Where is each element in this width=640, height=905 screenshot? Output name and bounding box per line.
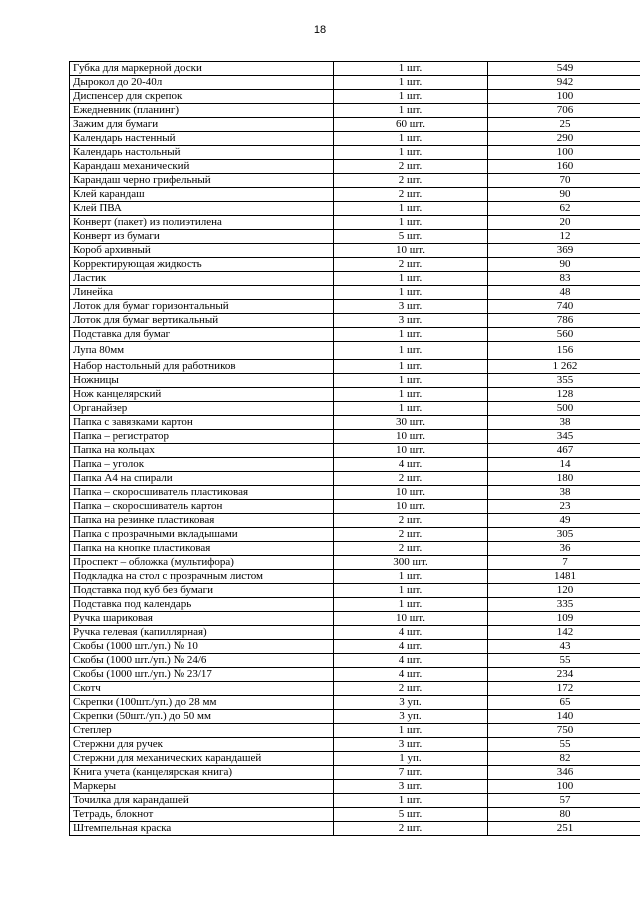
table-row (70, 766, 640, 780)
table-row (70, 202, 640, 216)
quantity-cell: 4 шт. (334, 458, 488, 472)
item-name-cell: Скобы (1000 шт./уп.) № 10 (70, 640, 334, 654)
item-name-cell: Губка для маркерной доски (70, 62, 334, 76)
quantity-cell: 5 шт. (334, 808, 488, 822)
item-name-cell: Конверт (пакет) из полиэтилена (70, 216, 334, 230)
price-cell: 706 (488, 104, 640, 118)
price-cell: 14 (488, 458, 640, 472)
table-row (70, 188, 640, 202)
quantity-cell: 3 уп. (334, 710, 488, 724)
item-name-cell: Подставка для бумаг (70, 328, 334, 342)
price-cell: 82 (488, 752, 640, 766)
quantity-cell: 2 шт. (334, 472, 488, 486)
item-name-cell: Нож канцелярский (70, 388, 334, 402)
quantity-cell: 4 шт. (334, 668, 488, 682)
quantity-cell: 1 шт. (334, 132, 488, 146)
price-cell: 38 (488, 486, 640, 500)
table-row (70, 794, 640, 808)
price-cell: 12 (488, 230, 640, 244)
table-row (70, 430, 640, 444)
quantity-cell: 1 шт. (334, 402, 488, 416)
table-row (70, 230, 640, 244)
item-name-cell: Папка на кнопке пластиковая (70, 542, 334, 556)
quantity-cell: 2 шт. (334, 528, 488, 542)
quantity-cell: 1 шт. (334, 374, 488, 388)
quantity-cell: 3 шт. (334, 314, 488, 328)
price-cell: 100 (488, 90, 640, 104)
price-cell: 100 (488, 780, 640, 794)
price-cell: 62 (488, 202, 640, 216)
price-cell: 786 (488, 314, 640, 328)
quantity-cell: 1 шт. (334, 286, 488, 300)
quantity-cell: 1 шт. (334, 202, 488, 216)
table-row (70, 542, 640, 556)
table-row (70, 682, 640, 696)
item-name-cell: Проспект – обложка (мультифора) (70, 556, 334, 570)
price-cell: 57 (488, 794, 640, 808)
quantity-cell: 1 шт. (334, 90, 488, 104)
item-name-cell: Папка А4 на спирали (70, 472, 334, 486)
price-cell: 750 (488, 724, 640, 738)
table-row (70, 300, 640, 314)
quantity-cell: 3 шт. (334, 780, 488, 794)
quantity-cell: 1 шт. (334, 146, 488, 160)
table-row (70, 514, 640, 528)
quantity-cell: 2 шт. (334, 514, 488, 528)
quantity-cell: 1 шт. (334, 598, 488, 612)
item-name-cell: Линейка (70, 286, 334, 300)
item-name-cell: Ручка гелевая (капиллярная) (70, 626, 334, 640)
quantity-cell: 30 шт. (334, 416, 488, 430)
item-name-cell: Ежедневник (планинг) (70, 104, 334, 118)
item-name-cell: Маркеры (70, 780, 334, 794)
table-row (70, 216, 640, 230)
quantity-cell: 1 шт. (334, 360, 488, 374)
price-cell: 55 (488, 738, 640, 752)
table-row (70, 328, 640, 342)
price-cell: 500 (488, 402, 640, 416)
price-cell: 140 (488, 710, 640, 724)
quantity-cell: 10 шт. (334, 486, 488, 500)
item-name-cell: Органайзер (70, 402, 334, 416)
item-name-cell: Скрепки (50шт./уп.) до 50 мм (70, 710, 334, 724)
table-row (70, 458, 640, 472)
table-row (70, 640, 640, 654)
table-row (70, 360, 640, 374)
quantity-cell: 1 шт. (334, 388, 488, 402)
item-name-cell: Календарь настольный (70, 146, 334, 160)
item-name-cell: Лоток для бумаг горизонтальный (70, 300, 334, 314)
item-name-cell: Штемпельная краска (70, 822, 334, 836)
price-cell: 740 (488, 300, 640, 314)
table-row (70, 626, 640, 640)
quantity-cell: 7 шт. (334, 766, 488, 780)
quantity-cell: 2 шт. (334, 160, 488, 174)
item-name-cell: Ножницы (70, 374, 334, 388)
price-cell: 100 (488, 146, 640, 160)
supplies-table-body (70, 62, 640, 836)
table-row (70, 146, 640, 160)
item-name-cell: Короб архивный (70, 244, 334, 258)
item-name-cell: Точилка для карандашей (70, 794, 334, 808)
item-name-cell: Папка – скоросшиватель пластиковая (70, 486, 334, 500)
table-row (70, 738, 640, 752)
table-row (70, 342, 640, 360)
quantity-cell: 2 шт. (334, 542, 488, 556)
item-name-cell: Дырокол до 20-40л (70, 76, 334, 90)
table-row (70, 822, 640, 836)
table-row (70, 104, 640, 118)
table-row (70, 780, 640, 794)
price-cell: 305 (488, 528, 640, 542)
quantity-cell: 10 шт. (334, 612, 488, 626)
price-cell: 90 (488, 258, 640, 272)
quantity-cell: 2 шт. (334, 822, 488, 836)
price-cell: 156 (488, 342, 640, 360)
table-row (70, 314, 640, 328)
quantity-cell: 2 шт. (334, 258, 488, 272)
item-name-cell: Папка – скоросшиватель картон (70, 500, 334, 514)
price-cell: 560 (488, 328, 640, 342)
quantity-cell: 1 уп. (334, 752, 488, 766)
price-cell: 234 (488, 668, 640, 682)
price-cell: 48 (488, 286, 640, 300)
table-row (70, 258, 640, 272)
price-cell: 70 (488, 174, 640, 188)
table-row (70, 696, 640, 710)
price-cell: 251 (488, 822, 640, 836)
price-cell: 942 (488, 76, 640, 90)
price-cell: 180 (488, 472, 640, 486)
item-name-cell: Ластик (70, 272, 334, 286)
quantity-cell: 1 шт. (334, 272, 488, 286)
item-name-cell: Скобы (1000 шт./уп.) № 24/6 (70, 654, 334, 668)
table-row (70, 710, 640, 724)
table-row (70, 724, 640, 738)
item-name-cell: Зажим для бумаги (70, 118, 334, 132)
price-cell: 549 (488, 62, 640, 76)
quantity-cell: 1 шт. (334, 62, 488, 76)
price-cell: 142 (488, 626, 640, 640)
quantity-cell: 4 шт. (334, 640, 488, 654)
price-cell: 172 (488, 682, 640, 696)
supplies-table (69, 61, 640, 836)
item-name-cell: Лупа 80мм (70, 342, 334, 360)
item-name-cell: Диспенсер для скрепок (70, 90, 334, 104)
price-cell: 355 (488, 374, 640, 388)
table-row (70, 500, 640, 514)
item-name-cell: Тетрадь, блокнот (70, 808, 334, 822)
price-cell: 23 (488, 500, 640, 514)
table-row (70, 62, 640, 76)
table-row (70, 118, 640, 132)
item-name-cell: Скобы (1000 шт./уп.) № 23/17 (70, 668, 334, 682)
table-row (70, 654, 640, 668)
table-row (70, 584, 640, 598)
item-name-cell: Степлер (70, 724, 334, 738)
table-row (70, 90, 640, 104)
item-name-cell: Конверт из бумаги (70, 230, 334, 244)
quantity-cell: 2 шт. (334, 188, 488, 202)
page-number: 18 (313, 24, 327, 36)
table-row (70, 286, 640, 300)
table-row (70, 132, 640, 146)
quantity-cell: 300 шт. (334, 556, 488, 570)
item-name-cell: Карандаш механический (70, 160, 334, 174)
price-cell: 7 (488, 556, 640, 570)
table-row (70, 244, 640, 258)
price-cell: 90 (488, 188, 640, 202)
quantity-cell: 10 шт. (334, 500, 488, 514)
item-name-cell: Подставка под календарь (70, 598, 334, 612)
table-row (70, 472, 640, 486)
item-name-cell: Папка на кольцах (70, 444, 334, 458)
price-cell: 20 (488, 216, 640, 230)
quantity-cell: 1 шт. (334, 104, 488, 118)
price-cell: 109 (488, 612, 640, 626)
price-cell: 49 (488, 514, 640, 528)
item-name-cell: Корректирующая жидкость (70, 258, 334, 272)
price-cell: 120 (488, 584, 640, 598)
quantity-cell: 4 шт. (334, 654, 488, 668)
quantity-cell: 10 шт. (334, 444, 488, 458)
price-cell: 290 (488, 132, 640, 146)
table-row (70, 808, 640, 822)
item-name-cell: Подкладка на стол с прозрачным листом (70, 570, 334, 584)
price-cell: 160 (488, 160, 640, 174)
table-row (70, 402, 640, 416)
quantity-cell: 1 шт. (334, 76, 488, 90)
table-row (70, 486, 640, 500)
quantity-cell: 60 шт. (334, 118, 488, 132)
quantity-cell: 3 уп. (334, 696, 488, 710)
item-name-cell: Клей ПВА (70, 202, 334, 216)
quantity-cell: 5 шт. (334, 230, 488, 244)
price-cell: 369 (488, 244, 640, 258)
item-name-cell: Стержни для ручек (70, 738, 334, 752)
price-cell: 25 (488, 118, 640, 132)
item-name-cell: Ручка шариковая (70, 612, 334, 626)
quantity-cell: 1 шт. (334, 216, 488, 230)
item-name-cell: Стержни для механических карандашей (70, 752, 334, 766)
quantity-cell: 4 шт. (334, 626, 488, 640)
quantity-cell: 1 шт. (334, 584, 488, 598)
table-row (70, 612, 640, 626)
table-row (70, 598, 640, 612)
table-row (70, 528, 640, 542)
price-cell: 36 (488, 542, 640, 556)
table-row (70, 160, 640, 174)
table-row (70, 556, 640, 570)
table-row (70, 388, 640, 402)
item-name-cell: Набор настольный для работников (70, 360, 334, 374)
table-row (70, 76, 640, 90)
item-name-cell: Лоток для бумаг вертикальный (70, 314, 334, 328)
item-name-cell: Папка с прозрачными вкладышами (70, 528, 334, 542)
quantity-cell: 2 шт. (334, 682, 488, 696)
table-row (70, 570, 640, 584)
price-cell: 346 (488, 766, 640, 780)
quantity-cell: 3 шт. (334, 738, 488, 752)
price-cell: 1 262 (488, 360, 640, 374)
table-row (70, 444, 640, 458)
item-name-cell: Скотч (70, 682, 334, 696)
table-row (70, 752, 640, 766)
item-name-cell: Подставка под куб без бумаги (70, 584, 334, 598)
item-name-cell: Скрепки (100шт./уп.) до 28 мм (70, 696, 334, 710)
price-cell: 65 (488, 696, 640, 710)
quantity-cell: 1 шт. (334, 342, 488, 360)
quantity-cell: 1 шт. (334, 724, 488, 738)
table-row (70, 668, 640, 682)
item-name-cell: Папка с завязками картон (70, 416, 334, 430)
quantity-cell: 1 шт. (334, 794, 488, 808)
quantity-cell: 1 шт. (334, 570, 488, 584)
table-row (70, 272, 640, 286)
quantity-cell: 3 шт. (334, 300, 488, 314)
quantity-cell: 2 шт. (334, 174, 488, 188)
price-cell: 467 (488, 444, 640, 458)
item-name-cell: Папка – уголок (70, 458, 334, 472)
price-cell: 83 (488, 272, 640, 286)
price-cell: 43 (488, 640, 640, 654)
table-row (70, 374, 640, 388)
quantity-cell: 1 шт. (334, 328, 488, 342)
item-name-cell: Папка на резинке пластиковая (70, 514, 334, 528)
quantity-cell: 10 шт. (334, 430, 488, 444)
price-cell: 345 (488, 430, 640, 444)
price-cell: 335 (488, 598, 640, 612)
price-cell: 80 (488, 808, 640, 822)
item-name-cell: Карандаш черно грифельный (70, 174, 334, 188)
item-name-cell: Книга учета (канцелярская книга) (70, 766, 334, 780)
quantity-cell: 10 шт. (334, 244, 488, 258)
table-row (70, 174, 640, 188)
item-name-cell: Календарь настенный (70, 132, 334, 146)
item-name-cell: Папка – регистратор (70, 430, 334, 444)
price-cell: 128 (488, 388, 640, 402)
table-row (70, 416, 640, 430)
price-cell: 1481 (488, 570, 640, 584)
item-name-cell: Клей карандаш (70, 188, 334, 202)
price-cell: 38 (488, 416, 640, 430)
price-cell: 55 (488, 654, 640, 668)
